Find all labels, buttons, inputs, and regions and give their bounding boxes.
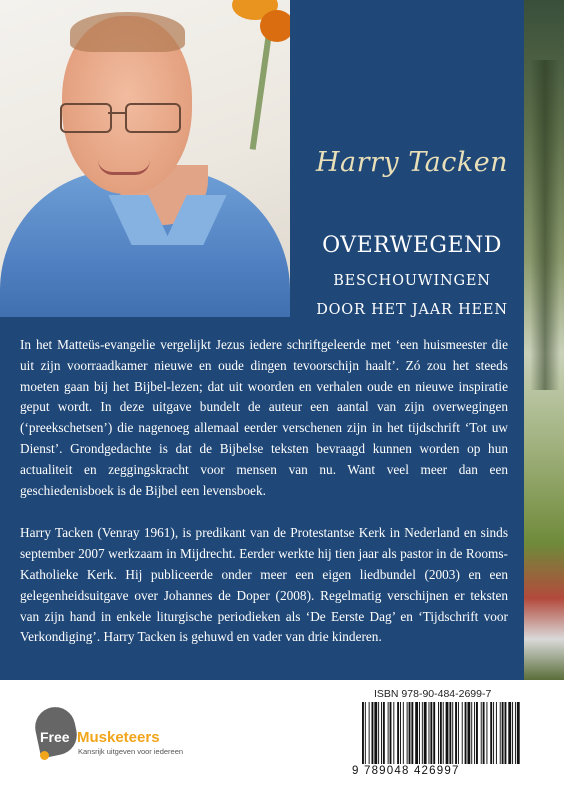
barcode-bar [440,702,442,764]
barcode-bar [433,702,435,764]
barcode-bar [393,702,394,764]
barcode-bar [443,702,444,764]
barcode-bar [403,702,404,764]
spine-photo-strip [524,0,564,680]
barcode-bar [438,702,439,764]
flower-stem [250,30,273,150]
tree-shape [530,60,560,390]
barcode-bar [388,702,389,764]
barcode-bar [411,702,413,764]
barcode-bar [455,702,457,764]
barcode-bar [369,702,370,764]
publisher-name-free: Free [40,729,70,745]
barcode-bar [458,702,459,764]
barcode-bar [483,702,485,764]
barcode-bar [407,702,408,764]
barcode-bar [490,702,492,764]
barcode-bar [508,702,511,764]
barcode-bar [409,702,411,764]
blurb-paragraph: In het Matteüs-evangelie vergelijkt Jezus iedere schriftgeleerde met ‘een huismeester die uit zijn voorraadkamer nieuwe en oude dingen tevoorschijn haalt’. Zó zou het steeds moeten gaan bij het Bijbel-lezen; dat uit woorden en verhalen oude en nieuwe inspiratie geput wordt. In deze uitgave bundelt de auteur een aantal van zijn overwegingen (‘preekschetsen’) die nagenoeg allemaal eerder verschenen zijn in het tijdschrift ‘Tot uw Dienst’. Grondgedachte is dat de Bijbelse teksten bevraagd kunnen worden op hun actualiteit en zeggingskracht voor mensen van nu. Want veel meer dan een geschiedenisboek is de Bijbel een levensboek. [20,337,508,498]
barcode-bar [502,702,504,764]
back-cover-text [20,335,508,670]
barcode-bar [465,702,467,764]
barcode-bar [381,702,382,764]
barcode-bar [512,702,513,764]
author-photo [0,0,290,317]
barcode-bar [400,702,401,764]
barcode-bar [430,702,432,764]
barcode-bar [378,702,379,764]
hair-shape [70,12,185,52]
dot-icon [40,751,49,760]
barcode-bar [493,702,494,764]
barcode-bar [476,702,478,764]
isbn-label: ISBN 978-90-484-2699-7 [374,688,492,700]
barcode-bar [474,702,475,764]
publisher-name-musketeers: Musketeers [77,729,160,746]
barcode-bar [372,702,374,764]
book-subtitle-line1: BESCHOUWINGEN [333,273,491,289]
barcode-bar [446,702,449,764]
barcode-bar [462,702,463,764]
barcode-bar [486,702,487,764]
barcode-bar [383,702,385,764]
publisher-logo [36,707,186,775]
glasses-lens-left [60,103,112,133]
barcode-number: 9 789048 426997 [352,765,460,777]
barcode-bar [471,702,472,764]
barcode-bar [515,702,516,764]
barcode-bar [397,702,399,764]
publisher-tagline: Kansrijk uitgeven voor iedereen [78,747,184,756]
barcode-bar [424,702,427,764]
barcode-bar [500,702,501,764]
barcode-bar [517,702,520,764]
glasses-lens-right [125,103,181,133]
barcode-bar [419,702,420,764]
barcode-bar [362,702,364,764]
glasses-bridge [108,112,125,114]
mouth-shape [98,160,150,175]
barcode-bar [481,702,482,764]
barcode-bar [429,702,430,764]
barcode-bar [496,702,497,764]
barcode-bar [374,702,377,764]
book-title: OVERWEGEND [322,233,502,258]
barcode-bar [467,702,470,764]
barcode-bar [505,702,507,764]
author-name: Harry Tacken [315,147,509,178]
author-bio-paragraph: Harry Tacken (Venray 1961), is predikant van de Protestantse Kerk in Nederland en sinds september 2007 werkzaam in Mijdrecht. Eerder werkte hij tien jaar als pastor in de Rooms-Katholieke Kerk. Hij publiceerde onder meer een eigen liedbundel (2003) en een gelegenheidsuitgave over Johannes de Doper (2008). Regelmatig verschijnen er teksten van zijn hand in enkele liturgische periodieken als ‘De Eerste Dag’ en ‘Tijdschrift voor Verkondiging’. Harry Tacken is gehuwd en vader van drie kinderen. [20,525,508,645]
book-subtitle-line2: DOOR HET JAAR HEEN [316,302,508,318]
barcode-bar [449,702,451,764]
barcode-bar [365,702,366,764]
barcode-bar [390,702,392,764]
barcode-bar [415,702,418,764]
flower-shape [260,10,290,42]
barcode-bar [452,702,453,764]
barcode [362,702,520,764]
barcode-bar [422,702,423,764]
